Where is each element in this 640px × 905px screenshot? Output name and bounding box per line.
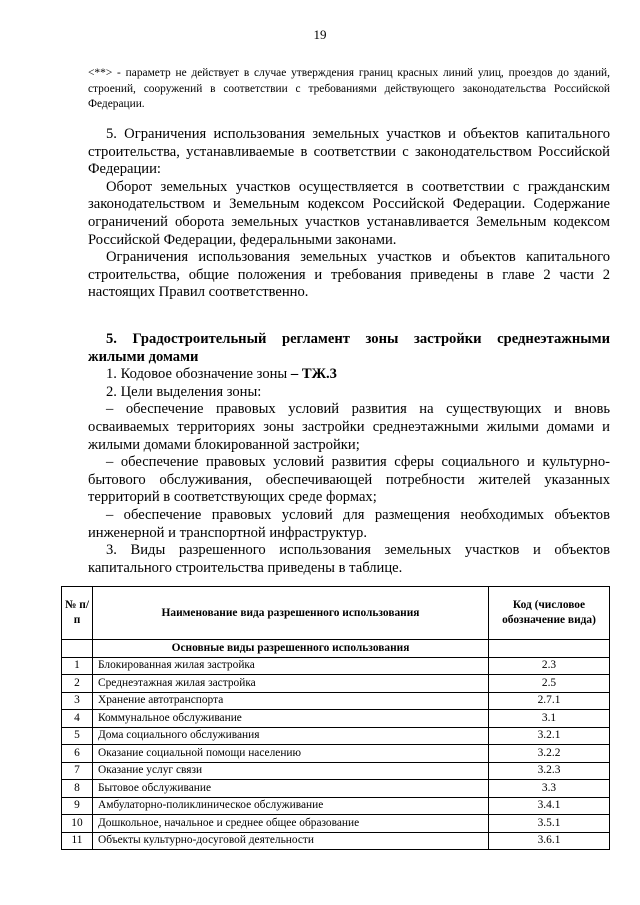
zone-goals-title: 2. Цели выделения зоны: [106,383,262,400]
table-row [62,832,610,850]
group-row [62,640,610,658]
row-number: 6 [62,745,93,763]
row-use-name: Объекты культурно-досуговой деятельности [93,832,489,850]
row-code: 3.2.1 [489,727,610,745]
table-row [62,762,610,780]
header-number: № п/п [62,587,93,640]
group-num-cell [62,640,93,658]
zone-heading: 5. Градостроительный регламент зоны застройки среднеэтажными жилыми домами [88,331,610,365]
row-number: 1 [62,657,93,675]
zone-code-item [88,366,610,384]
restrictions-paragraph: 5. Ограничения использования земельных участков и объектов капитального строительства, устанавливаемые в соответствии с законодательством Российской Федерации: [88,126,610,178]
header-code: Код (числовое обозначение вида) [489,587,610,640]
land-turnover-paragraph: Оборот земельных участков осуществляется в соответствии с гражданским законодательством и Земельным кодексом Российской Федерации. Содержание ограничений оборота земельных участков устанавливается Земельным кодексом Российской Федерации, федеральными законами. [88,178,610,248]
row-code: 2.5 [489,675,610,693]
footnote: <**> - параметр не действует в случае утверждения границ красных линий улиц, проездов до зданий, строений, сооружений в соответствии с требованиями действующего законодательства Российской Федерации. [88,67,610,111]
row-number: 3 [62,692,93,710]
row-number: 2 [62,675,93,693]
row-number: 11 [62,832,93,850]
row-number: 9 [62,797,93,815]
row-use-name: Бытовое обслуживание [93,780,489,798]
zone-code-label: 1. Кодовое обозначение зоны [106,366,288,383]
restrictions-reference-paragraph: Ограничения использования земельных участков и объектов капитального строительства, общие положения и требования приведены в главе 2 части 2 настоящих Правил соответственно. [88,249,610,301]
table-row [62,710,610,728]
restrictions-section [88,126,610,302]
zone-code-value: – ТЖ.3 [290,366,337,383]
row-use-name: Среднеэтажная жилая застройка [93,675,489,693]
table-header-row [62,587,610,640]
row-code: 2.7.1 [489,692,610,710]
row-use-name: Оказание услуг связи [93,762,489,780]
row-code: 3.6.1 [489,832,610,850]
table-row [62,657,610,675]
table-row [62,780,610,798]
table-row [62,692,610,710]
row-use-name: Дома социального обслуживания [93,727,489,745]
row-use-name: Блокированная жилая застройка [93,657,489,675]
group-code-cell [489,640,610,658]
row-code: 2.3 [489,657,610,675]
row-use-name: Оказание социальной помощи населению [93,745,489,763]
table-row [62,675,610,693]
row-use-name: Дошкольное, начальное и среднее общее образование [93,815,489,833]
header-use-name: Наименование вида разрешенного использования [93,587,489,640]
row-code: 3.5.1 [489,815,610,833]
zone-goal-item: – обеспечение правовых условий для размещения необходимых объектов инженерной и транспортной инфраструктур. [88,506,610,541]
row-code: 3.2.3 [489,762,610,780]
row-number: 8 [62,780,93,798]
row-code: 3.3 [489,780,610,798]
row-code: 3.1 [489,710,610,728]
table-intro: 3. Виды разрешенного использования земельных участков и объектов капитального строительства приведены в таблице. [88,542,610,576]
row-use-name: Коммунальное обслуживание [93,710,489,728]
row-use-name: Хранение автотранспорта [93,692,489,710]
row-number: 4 [62,710,93,728]
row-number: 10 [62,815,93,833]
group-title: Основные виды разрешенного использования [93,640,489,658]
zone-goal-item: – обеспечение правовых условий развития сферы социального и культурно-бытового обслуживания, обеспечивающей потребности жителей указанных территорий в соответствующих среде формах; [88,454,610,506]
zone-goal-item: – обеспечение правовых условий развития на существующих и вновь осваиваемых территориях зоны застройки среднеэтажными жилыми домами и жилыми домами блокированной застройки; [88,401,610,453]
table-row [62,745,610,763]
row-number: 7 [62,762,93,780]
page-number: 19 [313,27,327,42]
zone-regulation-section [88,331,610,577]
row-number: 5 [62,727,93,745]
permitted-uses-table [61,586,610,850]
table-row [62,727,610,745]
table-row [62,815,610,833]
row-use-name: Амбулаторно-поликлиническое обслуживание [93,797,489,815]
row-code: 3.4.1 [489,797,610,815]
row-code: 3.2.2 [489,745,610,763]
table-row [62,797,610,815]
